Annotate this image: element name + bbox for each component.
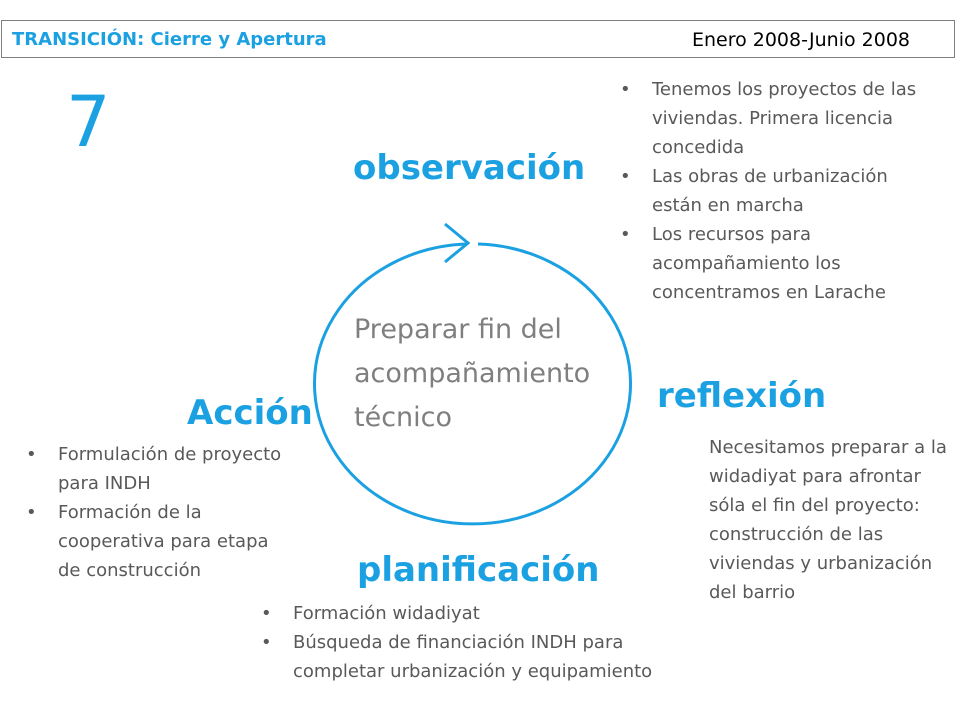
center-line: técnico	[354, 402, 453, 433]
planificacion-notes	[261, 599, 701, 686]
observacion-notes	[620, 75, 920, 307]
accion-notes	[26, 440, 296, 585]
list-item: • Formación widadiyat	[261, 599, 701, 628]
stage-accion-label: Acción	[187, 393, 313, 433]
slide-number: 7	[66, 81, 111, 163]
list-item: • Formación de la cooperativa para etapa de construcción	[26, 498, 296, 585]
cycle-center-text	[354, 308, 644, 440]
header-title: TRANSICIÓN: Cierre y Apertura	[12, 29, 327, 50]
list-item: • Los recursos para acompañamiento los concentramos en Larache	[620, 220, 920, 307]
stage-planificacion-label: planificación	[357, 550, 600, 590]
list-item: • Búsqueda de financiación INDH para completar urbanización y equipamiento	[261, 628, 701, 686]
reflexion-text: Necesitamos preparar a la widadiyat para afrontar sóla el fin del proyecto: construcción de las viviendas y urbanización del barrio	[709, 437, 947, 603]
list-item: • Formulación de proyecto para INDH	[26, 440, 296, 498]
stage-observacion-label: observación	[353, 148, 586, 188]
center-line: Preparar fin del	[354, 314, 562, 345]
header-period: Enero 2008-Junio 2008	[691, 29, 910, 51]
center-line: acompañamiento	[354, 358, 591, 389]
list-item: • Las obras de urbanización están en marcha	[620, 162, 920, 220]
list-item: • Tenemos los proyectos de las viviendas. Primera licencia concedida	[620, 75, 920, 162]
stage-reflexion-label: reflexión	[657, 376, 827, 416]
